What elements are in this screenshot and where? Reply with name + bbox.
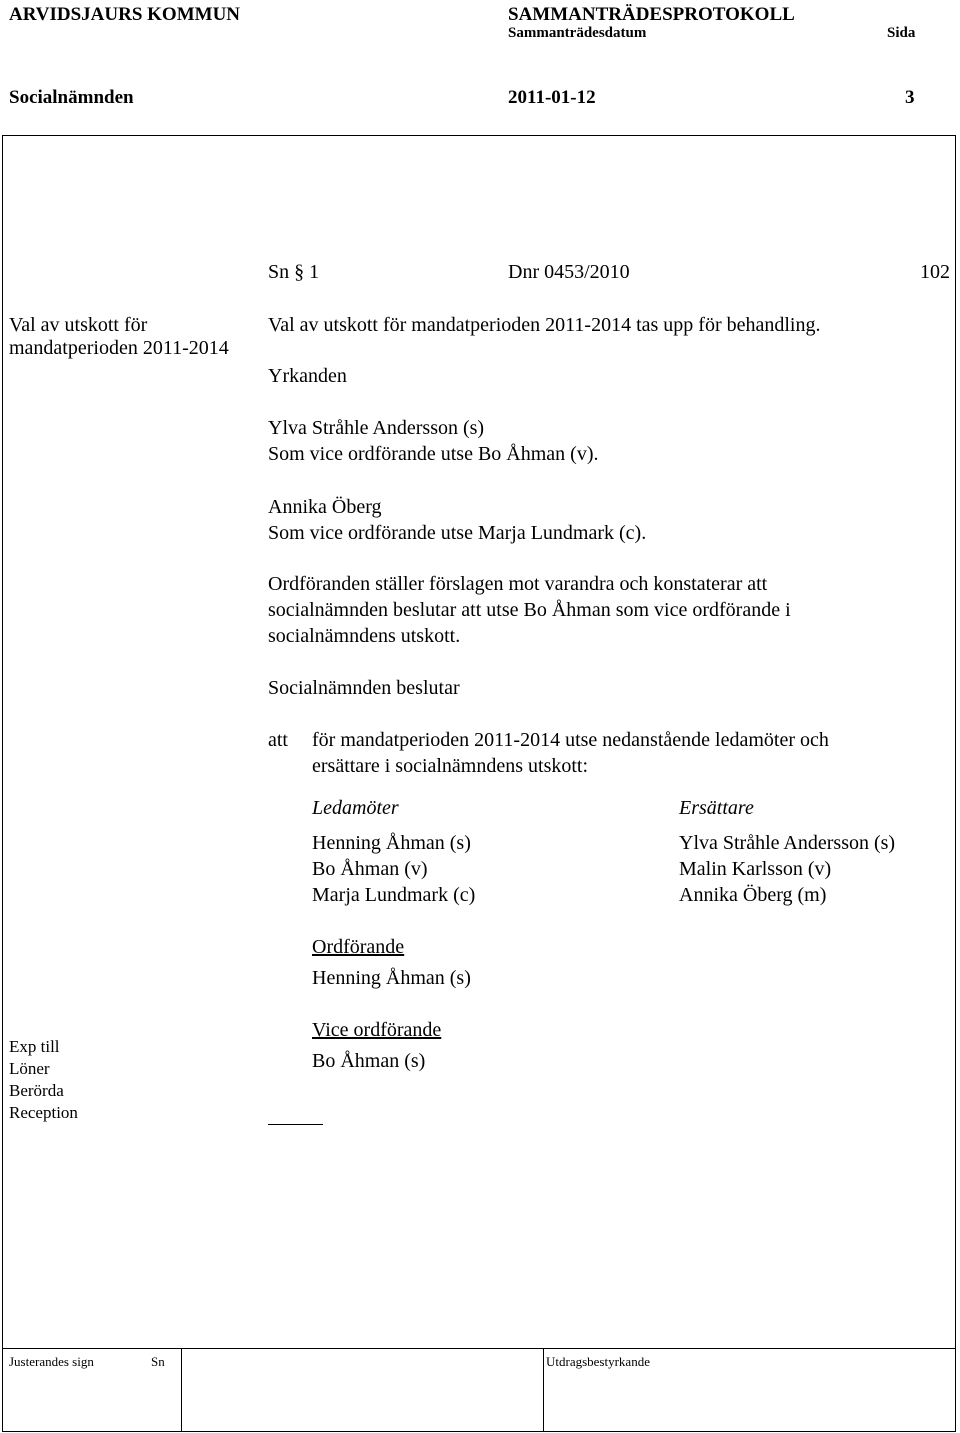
proposal1-text: Som vice ordförande utse Bo Åhman (v). <box>268 443 599 465</box>
meeting-date: 2011-01-12 <box>508 87 596 108</box>
proposal2-text: Som vice ordförande utse Marja Lundmark (c). <box>268 522 647 544</box>
members-heading: Ledamöter <box>312 797 399 819</box>
chair-text-line2: socialnämnden beslutar att utse Bo Åhman som vice ordförande i <box>268 599 791 621</box>
proposal2-name: Annika Öberg <box>268 496 382 518</box>
decision-line2: ersättare i socialnämndens utskott: <box>312 755 589 777</box>
distribution-recipient: Löner <box>9 1059 50 1078</box>
decision-line1: för mandatperioden 2011-2014 utse nedanstående ledamöter och <box>312 729 829 751</box>
diary-number: Dnr 0453/2010 <box>508 261 630 283</box>
att-label: att <box>268 729 288 751</box>
municipality-name: ARVIDSJAURS KOMMUN <box>9 4 241 25</box>
proposal1-name: Ylva Stråhle Andersson (s) <box>268 417 485 439</box>
side-title-line1: Val av utskott för <box>9 314 148 336</box>
member-1: Henning Åhman (s) <box>312 832 471 854</box>
member-2: Bo Åhman (v) <box>312 858 428 880</box>
footer-divider <box>543 1349 544 1431</box>
deputy-2: Malin Karlsson (v) <box>679 858 832 880</box>
sign-value: Sn <box>151 1354 165 1369</box>
page-label: Sida <box>887 25 916 41</box>
distribution-recipient: Berörda <box>9 1081 64 1100</box>
chair-heading: Ordförande <box>312 936 405 958</box>
decision-heading: Socialnämnden beslutar <box>268 677 460 699</box>
extract-label: Utdragsbestyrkande <box>546 1354 650 1369</box>
chair-text-line3: socialnämndens utskott. <box>268 625 461 647</box>
meeting-date-label: Sammanträdesdatum <box>508 25 647 41</box>
distribution-recipient: Reception <box>9 1103 78 1122</box>
vice-chair-heading: Vice ordförande <box>312 1019 442 1041</box>
deputy-1: Ylva Stråhle Andersson (s) <box>679 832 896 854</box>
paragraph-number: Sn § 1 <box>268 261 320 283</box>
signature-footer <box>2 1348 956 1432</box>
page-number: 3 <box>905 87 915 108</box>
sign-label: Justerandes sign <box>9 1354 94 1369</box>
yrkanden-heading: Yrkanden <box>268 365 347 387</box>
footer-divider <box>181 1349 182 1431</box>
case-code: 102 <box>920 261 950 283</box>
committee-name: Socialnämnden <box>9 87 134 108</box>
document-type: SAMMANTRÄDESPROTOKOLL <box>508 4 795 25</box>
chair-name: Henning Åhman (s) <box>312 967 471 989</box>
intro-text: Val av utskott för mandatperioden 2011-2014 tas upp för behandling. <box>268 314 821 336</box>
vice-chair-name: Bo Åhman (s) <box>312 1050 426 1072</box>
side-title-line2: mandatperioden 2011-2014 <box>9 337 229 359</box>
end-rule <box>268 1124 323 1125</box>
distribution-title: Exp till <box>9 1037 60 1056</box>
chair-text-line1: Ordföranden ställer förslagen mot varandra och konstaterar att <box>268 573 768 595</box>
member-3: Marja Lundmark (c) <box>312 884 476 906</box>
deputy-3: Annika Öberg (m) <box>679 884 827 906</box>
deputies-heading: Ersättare <box>679 797 754 819</box>
